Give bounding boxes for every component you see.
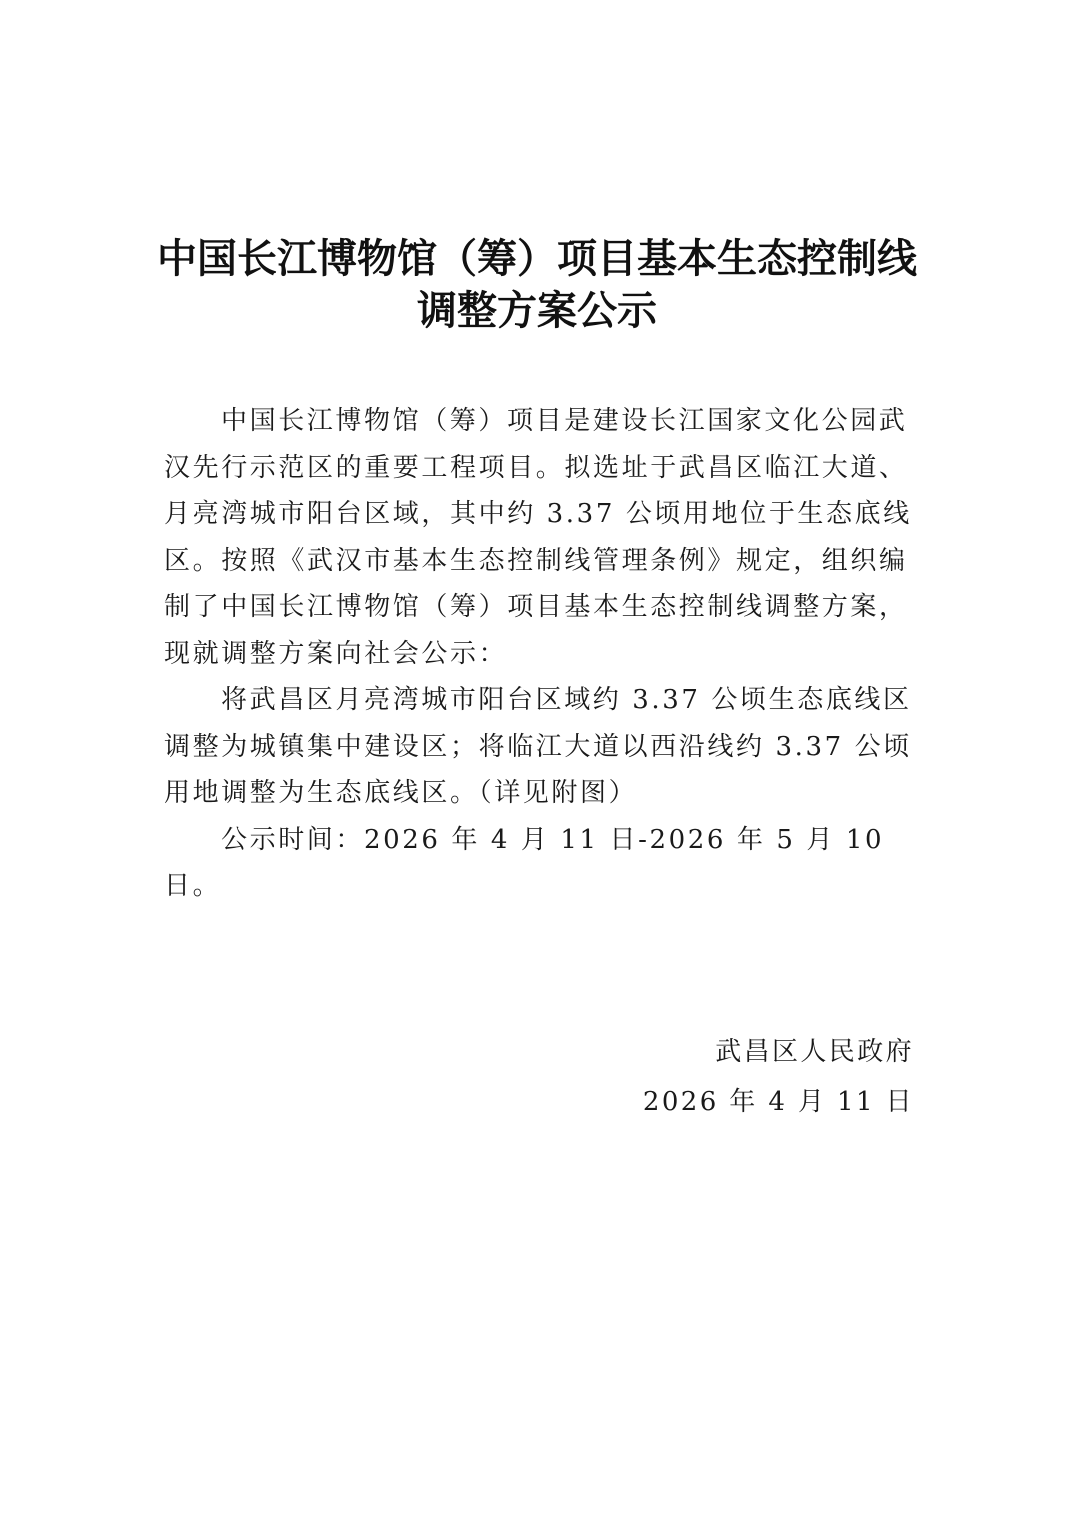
paragraph-2-line: 调整为城镇集中建设区；将临江大道以西沿线约 3.37 公顷 xyxy=(164,731,912,762)
paragraph-1-line: 汉先行示范区的重要工程项目。拟选址于武昌区临江大道、 xyxy=(164,452,908,483)
signature-date: 2026 年 4 月 11 日 xyxy=(642,1087,914,1117)
publicity-period: 公示时间：2026 年 4 月 11 日-2026 年 5 月 10 日。 xyxy=(164,824,885,901)
paragraph-1-line: 现就调整方案向社会公示： xyxy=(164,638,508,669)
document-title-line-2: 调整方案公示 xyxy=(417,288,657,334)
paragraph-3 xyxy=(164,817,914,910)
paragraph-2 xyxy=(164,677,914,817)
paragraph-1-line: 中国长江博物馆（筹）项目是建设长江国家文化公园武 xyxy=(221,406,908,436)
paragraph-1-line: 区。按照《武汉市基本生态控制线管理条例》规定，组织编 xyxy=(164,545,908,576)
paragraph-1-line: 月亮湾城市阳台区域，其中约 3.37 公顷用地位于生态底线 xyxy=(164,499,912,529)
signature-organization: 武昌区人民政府 xyxy=(715,1037,914,1067)
paragraph-1-line: 制了中国长江博物馆（筹）项目基本生态控制线调整方案， xyxy=(164,592,908,622)
document-body xyxy=(164,398,914,910)
document-title-line-1: 中国长江博物馆（筹）项目基本生态控制线 xyxy=(157,236,917,282)
paragraph-2-line: 用地调整为生态底线区。（详见附图） xyxy=(164,778,638,808)
paragraph-1 xyxy=(164,398,914,677)
paragraph-2-line: 将武昌区月亮湾城市阳台区域约 3.37 公顷生态底线区 xyxy=(221,685,912,715)
